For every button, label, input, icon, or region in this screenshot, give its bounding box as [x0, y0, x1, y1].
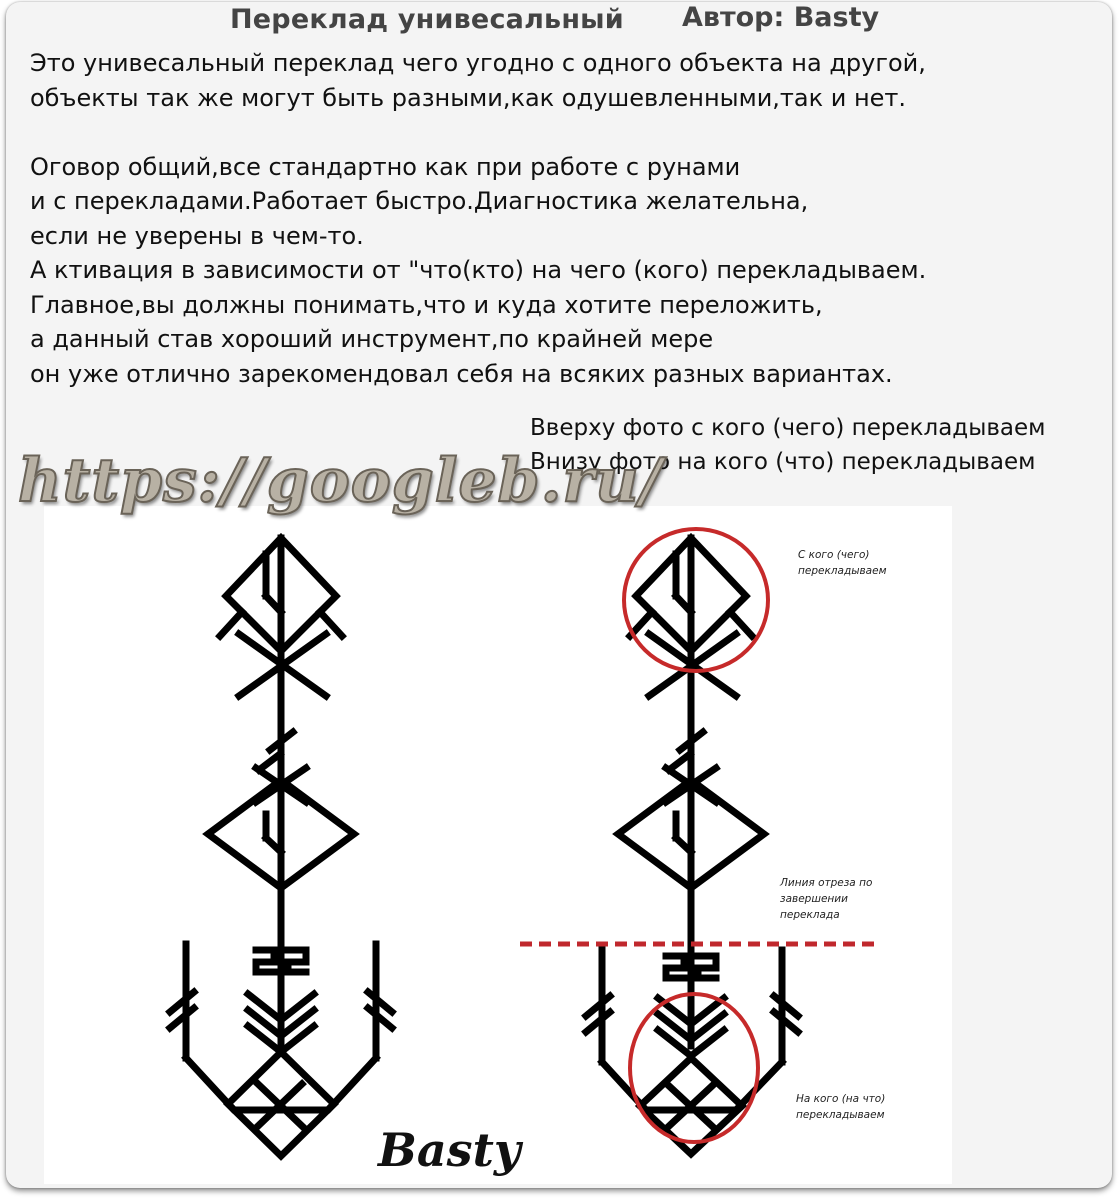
annotation-bottom	[796, 1093, 889, 1121]
rune-diagram-svg	[44, 506, 952, 1184]
instruction-line: он уже отлично зарекомендовал себя на всяких разных вариантах.	[30, 359, 893, 388]
annotation-top-line: перекладываем	[798, 565, 887, 577]
page-title: Переклад унивесальный	[230, 4, 624, 35]
rune-diagram	[44, 506, 952, 1184]
instruction-line: А ктивация в зависимости от "что(кто) на чего (кого) перекладываем.	[30, 256, 927, 284]
image-card	[6, 2, 1112, 1188]
annotation-cut-line: Линия отреза по	[780, 877, 873, 889]
s-rune	[288, 950, 306, 972]
signature: Basty	[378, 1123, 521, 1177]
instruction-line: Оговор общий,все стандартно как при работе с рунами	[30, 152, 741, 181]
author-label: Автор: Basty	[682, 2, 880, 33]
description-text	[30, 46, 926, 391]
annotation-top-line: С кого (чего)	[798, 549, 870, 561]
intro-line: объекты так же могут быть разными,как одушевленными,так и нет.	[30, 83, 907, 112]
s-rune	[666, 956, 684, 978]
s-rune	[698, 956, 716, 978]
annotation-bottom-line: перекладываем	[796, 1109, 885, 1121]
photo-note-top: Вверху фото с кого (чего) перекладываем	[530, 415, 1046, 441]
instruction-line: Главное,вы должны понимать,что и куда хотите переложить,	[30, 290, 823, 319]
s-rune	[256, 950, 274, 972]
watermark-url: https://googleb.ru/	[18, 446, 663, 516]
instruction-line: если не уверены в чем-то.	[30, 221, 364, 250]
paragraph-gap	[30, 115, 926, 150]
annotation-top	[798, 549, 887, 577]
annotation-cut-line: завершении	[780, 893, 848, 905]
stave-left	[170, 538, 392, 1156]
annotation-cut	[779, 877, 876, 921]
dash-rune	[669, 754, 690, 770]
annotation-bottom-line: На кого (на что)	[796, 1093, 886, 1105]
stave-right	[586, 538, 798, 1154]
intro-line: Это унивесальный переклад чего угодно с одного объекта на другой,	[30, 49, 926, 77]
instruction-line: и с перекладами.Работает быстро.Диагностика желательна,	[30, 187, 809, 215]
photo-note-bottom: Внизу фото на кого (что) перекладываем	[530, 449, 1036, 475]
annotation-cut-line: переклада	[780, 909, 840, 921]
instruction-line: а данный став хороший инструмент,по крайней мере	[30, 325, 714, 353]
dash-rune	[259, 754, 280, 770]
